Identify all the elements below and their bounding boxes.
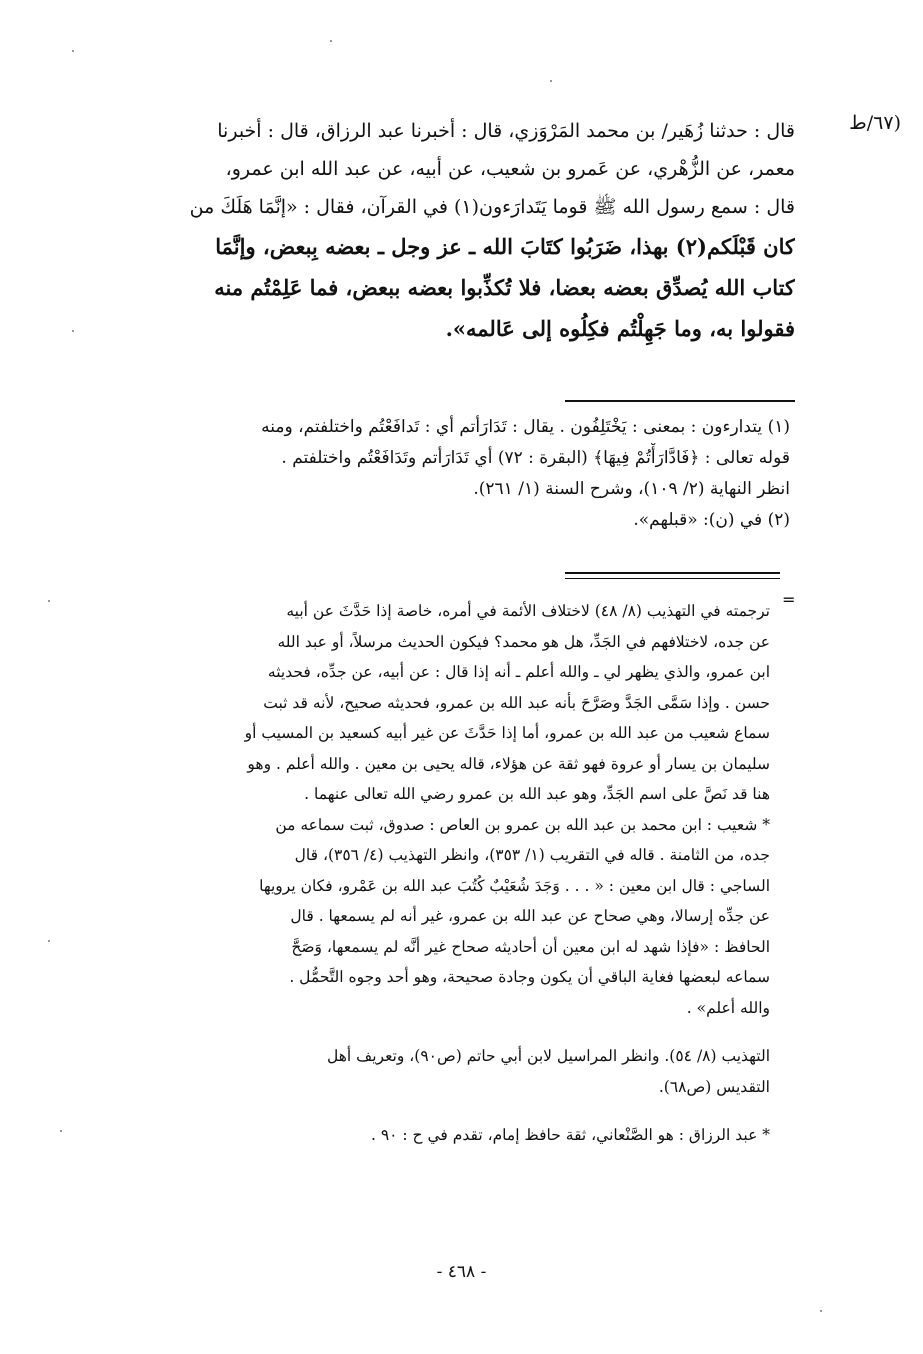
scan-speck [72,330,74,332]
commentary-line: سماعه لبعضها فغاية الباقي أن يكون وجادة صحيحة، وهو أحد وجوه التَّحمُّل . [289,968,770,986]
commentary-line: عن جده، لاختلافهم في الجَدِّ، هل هو محمد؟ فيكون الحديث مرسلاً، أو عبد الله [277,632,770,651]
page-number: - ٤٦٨ - [436,1262,487,1282]
footnote-separator [565,400,795,402]
commentary-line: جده، من الثامنة . قاله في التقريب (١/ ٣٥٣)، وانظر التهذيب (٤/ ٣٥٦)، قال [294,846,770,864]
scan-speck [48,940,50,942]
commentary [70,596,770,1151]
footnote-line: (١) يتدارءون : بمعنى : يَخْتَلِفُون . يقال : تَدَارَأتم أي : تَدافَعْتُم واختلفتم، ومنه [261,417,790,437]
scan-speck [550,80,552,82]
commentary-line: * عبد الرزاق : هو الصَّنْعاني، ثقة حافظ إمام، تقدم في ح : ٩٠ . [370,1126,770,1144]
commentary-separator [565,572,780,579]
main-line: فقولوا به، وما جَهِلْتُم فكِلُوه إلى عَالمه». [445,316,795,341]
commentary-line: التهذيب (٨/ ٥٤). وانظر المراسيل لابن أبي حاتم (ص٩٠)، وتعريف أهل [327,1047,770,1065]
commentary-line: الساجي : قال ابن معين : « . . . وَجَدَ شُعَيْبٌ كُتُبَ عبد الله بن عَمْرو، فكان يرويها [259,876,770,895]
main-line: كتاب الله يُصدِّق بعضه بعضا، فلا تُكذِّبوا بعضه ببعض، فما عَلِمْتُم منه [214,275,795,300]
main-line: كان قَبْلَكم(٢) بهذا، ضَرَبُوا كتَابَ الله ـ عز وجل ـ بعضه بِبعض، وإنَّمَا [215,234,795,259]
commentary-line: سليمان بن يسار أو عروة فهو ثقة عن هؤلاء، قاله يحيى بن معين . والله أعلم . وهو [247,754,770,773]
main-line: قال : سمع رسول الله ﷺ قوما يَتَدارَءون(١) في القرآن، فقال : «إنَّمَا هَلَكَ من [189,196,795,218]
continuation-mark: = [782,590,796,609]
commentary-line: ابن عمرو، والذي يظهر لي ـ والله أعلم ـ أنه إذا قال : عن أبيه، عن جدِّه، فحديثه [267,663,770,681]
scan-speck [72,50,74,52]
commentary-line: * شعيب : ابن محمد بن عبد الله بن عمرو بن العاص : صدوق، ثبت سماعه من [275,815,770,834]
footnote-line: (٢) في (ن): «قبلهم». [633,510,790,530]
commentary-line: التقديس (ص٦٨). [658,1077,770,1096]
scan-speck [48,600,50,602]
scan-speck [330,40,332,42]
commentary-line: عن جدِّه إرسالا، وهي صحاح عن عبد الله بن عمرو، غير أنه لم يسمعها . قال [290,907,770,925]
main-text [60,112,795,349]
main-line: قال : حدثنا زُهَير/ بن محمد المَرْوَزي، قال : أخبرنا عبد الرزاق، قال : أخبرنا [217,120,795,142]
footnotes [90,412,790,536]
scan-speck [820,1310,822,1312]
main-line: معمر، عن الزُّهْري، عن عَمرو بن شعيب، عن أبيه، عن عبد الله ابن عمرو، [225,158,795,180]
folio-marker: (٦٧/ط [849,112,901,134]
footnote-line: انظر النهاية (٢/ ١٠٩)، وشرح السنة (١/ ٢٦١). [473,479,790,499]
commentary-line: هنا قد نَصَّ على اسم الجَدِّ، وهو عبد الله بن عمرو رضي الله تعالى عنهما . [304,785,770,803]
commentary-line: ترجمته في التهذيب (٨/ ٤٨) لاختلاف الأئمة في أمره، خاصة إذا حَدَّثَ عن أبيه [286,602,770,620]
commentary-line: والله أعلم» . [686,998,770,1017]
commentary-line: الحافظ : «فإذا شهد له ابن معين أن أحاديثه صحاح غير أنَّه لم يسمعها، وَصَحَّ [291,937,770,956]
commentary-line: حسن . وإذا سَمَّى الجَدَّ وصَرَّحَ بأنه عبد الله بن عمرو، فحديثه صحيح، لأنه قد ثبت [263,693,770,712]
commentary-line: سماع شعيب من عبد الله بن عمرو، أما إذا حَدَّثَ عن غير أبيه كسعيد بن المسيب أو [244,724,770,742]
scan-speck [60,1130,62,1132]
footnote-line: قوله تعالى : ﴿فَادَّارَأْتُمْ فِيهَا﴾ (البقرة : ٧٢) أي تَدَارَأتم وتَدَافَعْتُم واختلفتم . [281,448,790,468]
